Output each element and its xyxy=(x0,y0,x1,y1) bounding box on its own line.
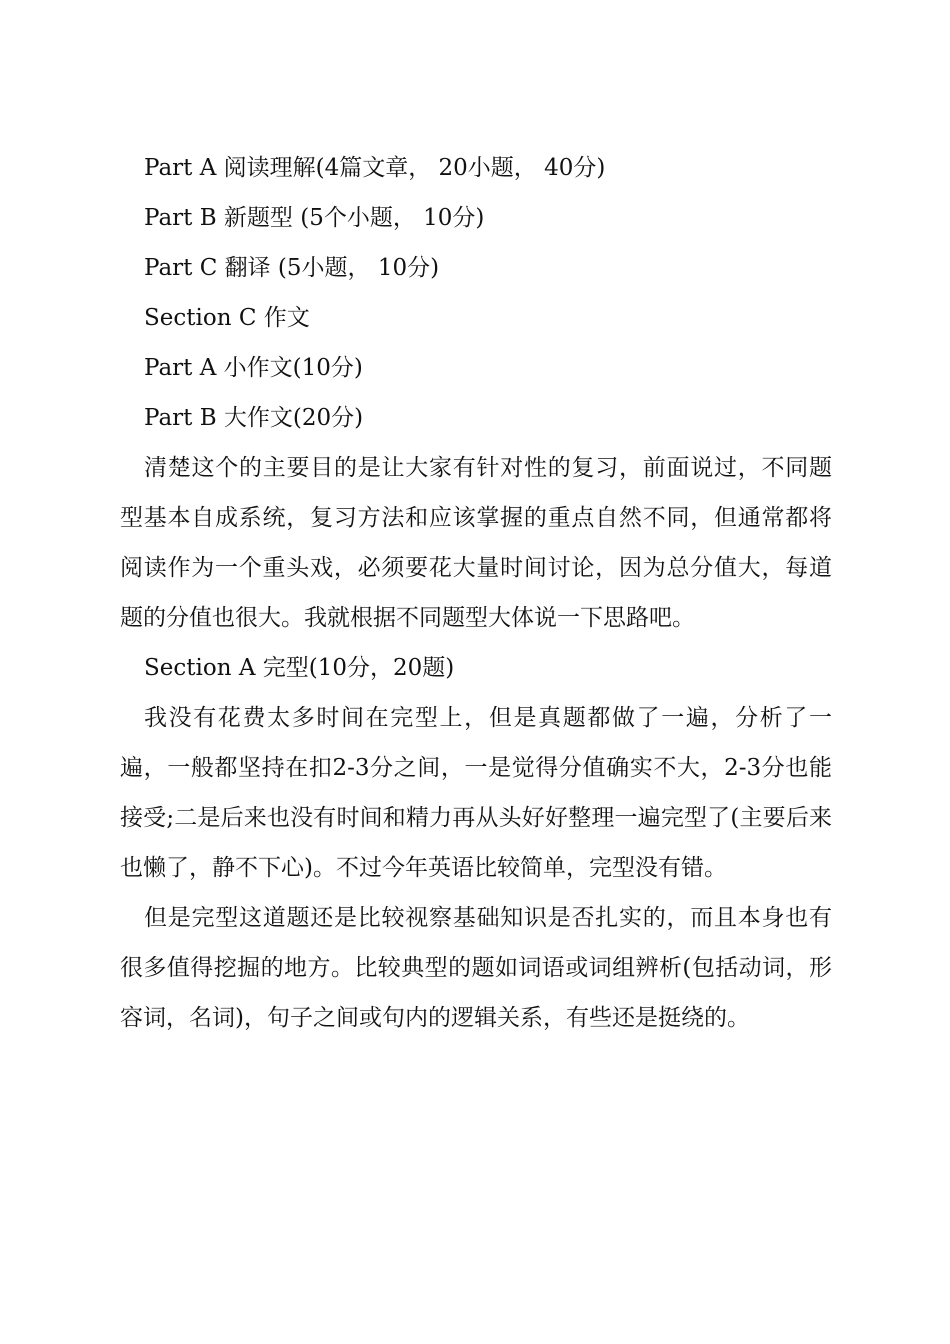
paragraph-cloze-analysis: 但是完型这道题还是比较视察基础知识是否扎实的，而且本身也有很多值得挖掘的地方。比较典型的题如词语或词组辨析(包括动词，形容词，名词)，句子之间或句内的逻辑关系，有些还是挺绕的。 xyxy=(120,905,832,1031)
outline-part-b-long-essay: Part B 大作文(20分) xyxy=(144,405,364,431)
outline-part-c-translation: Part C 翻译 (5小题， 10分) xyxy=(144,255,440,281)
outline-section-c-writing: Section C 作文 xyxy=(144,305,310,331)
outline-part-a-short-essay: Part A 小作文(10分) xyxy=(144,355,363,381)
paragraph-purpose: 清楚这个的主要目的是让大家有针对性的复习，前面说过，不同题型基本自成系统，复习方法和应该掌握的重点自然不同，但通常都将阅读作为一个重头戏，必须要花大量时间讨论，因为总分值大，每道题的分值也很大。我就根据不同题型大体说一下思路吧。 xyxy=(120,455,832,631)
outline-part-a-reading: Part A 阅读理解(4篇文章， 20小题， 40分) xyxy=(144,155,606,181)
paragraph-cloze-experience: 我没有花费太多时间在完型上，但是真题都做了一遍，分析了一遍，一般都坚持在扣2-3分之间，一是觉得分值确实不大，2-3分也能接受;二是后来也没有时间和精力再从头好好整理一遍完型了(主要后来也懒了，静不下心)。不过今年英语比较简单，完型没有错。 xyxy=(120,705,832,881)
section-a-heading: Section A 完型(10分，20题) xyxy=(144,655,455,681)
document-body xyxy=(120,143,832,1043)
outline-part-b-new-type: Part B 新题型 (5个小题， 10分) xyxy=(144,205,485,231)
